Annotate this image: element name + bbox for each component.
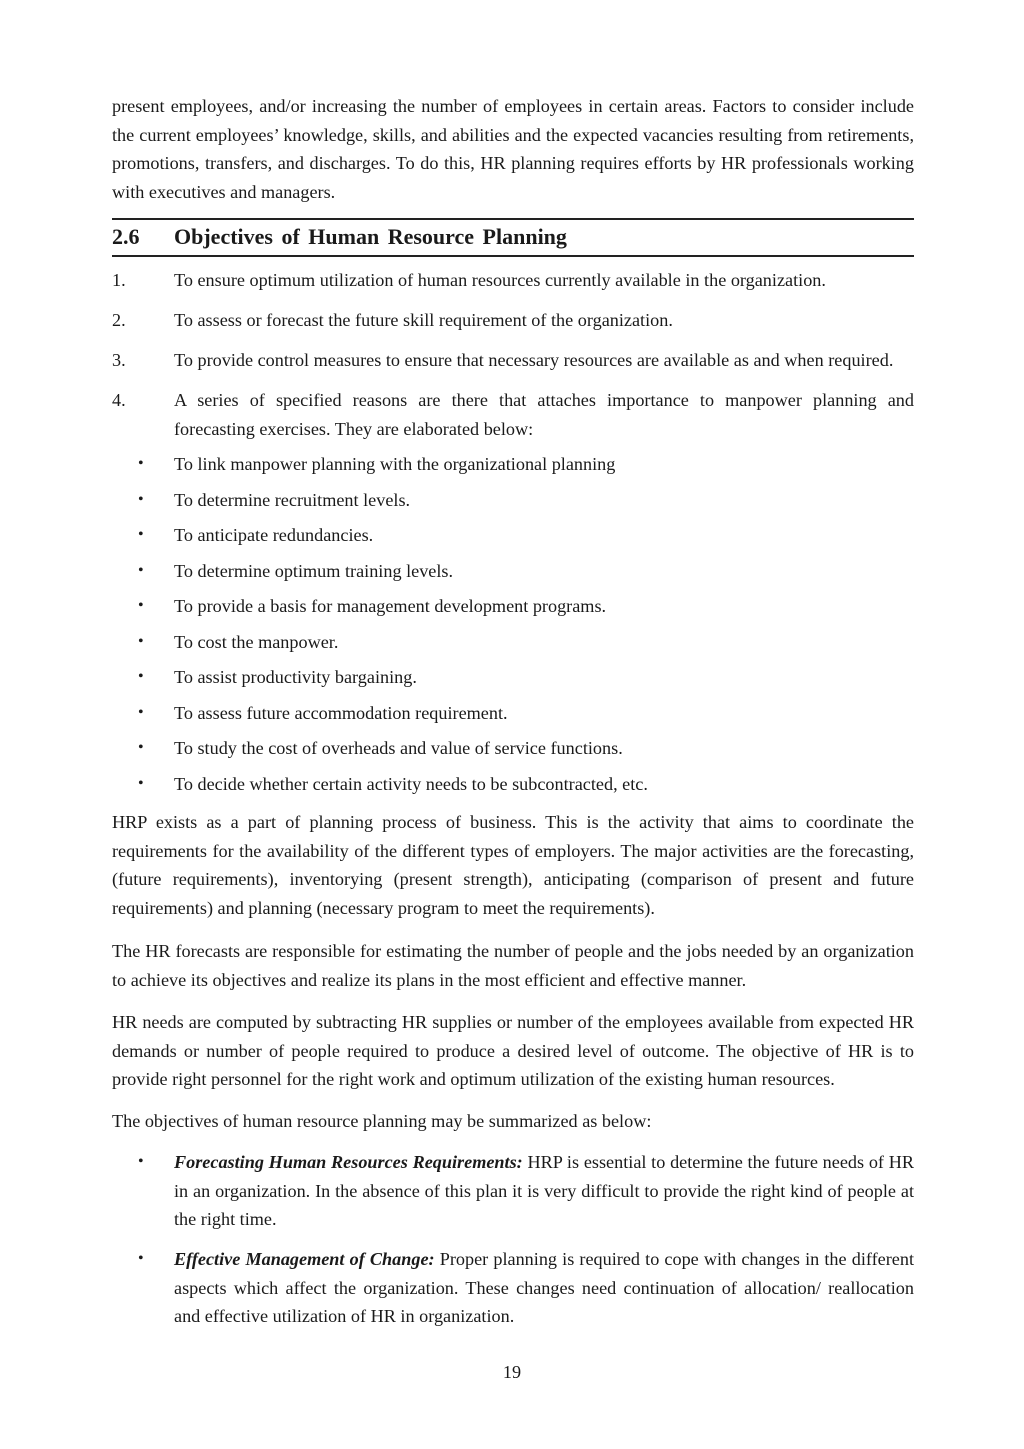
body-paragraph: HR needs are computed by subtracting HR supplies or number of the employees available from expected HR demands or number of people required to produce a desired level of outcome. The objective of HR is to provide right personnel for the right work and optimum utilization of the existing human resources. [112, 1012, 914, 1089]
objective-text [174, 1245, 914, 1331]
list-item [112, 628, 914, 664]
objective-description: Proper planning is required to cope with changes in the different aspects which affect the organization. These changes need continuation of allocation/ reallocation and effective utilization of HR in organization. [174, 1249, 914, 1326]
numbered-item [112, 386, 914, 443]
bullet-icon: • [138, 455, 144, 472]
numbered-item [112, 346, 914, 375]
objective-term: Forecasting Human Resources Requirements: [174, 1152, 523, 1172]
heading-rule-top [112, 218, 914, 220]
list-item [112, 663, 914, 699]
objective-text [174, 1148, 914, 1234]
bullet-icon: • [138, 1153, 144, 1170]
item-number: 2. [112, 310, 126, 330]
bullet-icon: • [138, 703, 144, 721]
numbered-item [112, 266, 914, 295]
bullet-icon: • [138, 632, 144, 650]
item-text: To assess or forecast the future skill requirement of the organization. [174, 310, 673, 330]
item-text: A series of specified reasons are there that attaches importance to manpower planning and forecasting exercises. They are elaborated below: [174, 390, 914, 439]
heading-rule-bottom [112, 255, 914, 257]
objective-item [112, 1245, 914, 1331]
bullet-icon: • [138, 774, 144, 792]
list-item-text: To anticipate redundancies. [174, 525, 374, 545]
body-paragraph: HRP exists as a part of planning process of business. This is the activity that aims to coordinate the requirements for the availability of the different types of employers. The major activities are the forecasting, (future requirements), inventorying (present strength), anticipating (comparison of present and future requirements) and planning (necessary program to meet the requirements). [112, 812, 914, 918]
list-item [112, 521, 914, 557]
list-item [112, 770, 914, 806]
section-title: Objectives of Human Resource Planning [174, 224, 567, 249]
list-item [112, 699, 914, 735]
bullet-icon: • [138, 526, 144, 543]
item-text: To provide control measures to ensure that necessary resources are available as and when required. [174, 350, 894, 370]
item-number: 4. [112, 390, 126, 410]
list-item-text: To provide a basis for management development programs. [174, 596, 607, 616]
item-number: 3. [112, 350, 126, 370]
section-heading [112, 222, 914, 252]
list-item-text: To decide whether certain activity needs to be subcontracted, etc. [174, 773, 648, 794]
list-item-text: To determine optimum training levels. [174, 560, 454, 581]
list-item-text: To determine recruitment levels. [174, 489, 411, 510]
list-item-text: To cost the manpower. [174, 631, 339, 652]
bullet-icon: • [138, 490, 144, 508]
objective-term: Effective Management of Change: [174, 1249, 435, 1269]
bullet-icon: • [138, 668, 144, 685]
list-item [112, 734, 914, 770]
intro-paragraph: present employees, and/or increasing the number of employees in certain areas. Factors to consider include the current employees’ knowledge, skills, and abilities and the expected vacancies resulting from retirements, promotions, transfers, and discharges. To do this, HR planning requires efforts by HR professionals working with executives and managers. [112, 96, 914, 202]
list-item [112, 450, 914, 486]
section-number: 2.6 [112, 224, 140, 249]
objective-description: HRP is essential to determine the future needs of HR in an organization. In the absence of this plan it is very difficult to provide the right kind of people at the right time. [174, 1152, 915, 1229]
reasons-list [112, 450, 914, 805]
list-item [112, 557, 914, 593]
list-item-text: To link manpower planning with the organizational planning [174, 454, 616, 474]
bullet-icon: • [138, 597, 144, 614]
page-number: 19 [502, 1362, 522, 1382]
objective-item [112, 1148, 914, 1234]
bullet-icon: • [138, 561, 144, 579]
bullet-icon: • [138, 739, 144, 756]
list-item-text: To assess future accommodation requirement. [174, 702, 508, 723]
list-item-text: To assist productivity bargaining. [174, 667, 417, 687]
body-paragraph: The objectives of human resource planning may be summarized as below: [112, 1111, 652, 1131]
bullet-icon: • [138, 1250, 144, 1267]
list-item [112, 592, 914, 628]
numbered-item [112, 306, 914, 335]
list-item-text: To study the cost of overheads and value of service functions. [174, 738, 623, 758]
body-paragraph: The HR forecasts are responsible for estimating the number of people and the jobs needed by an organization to achieve its objectives and realize its plans in the most efficient and effective manner. [112, 941, 914, 990]
list-item [112, 486, 914, 522]
item-text: To ensure optimum utilization of human resources currently available in the organization. [174, 270, 826, 290]
item-number: 1. [112, 270, 126, 290]
